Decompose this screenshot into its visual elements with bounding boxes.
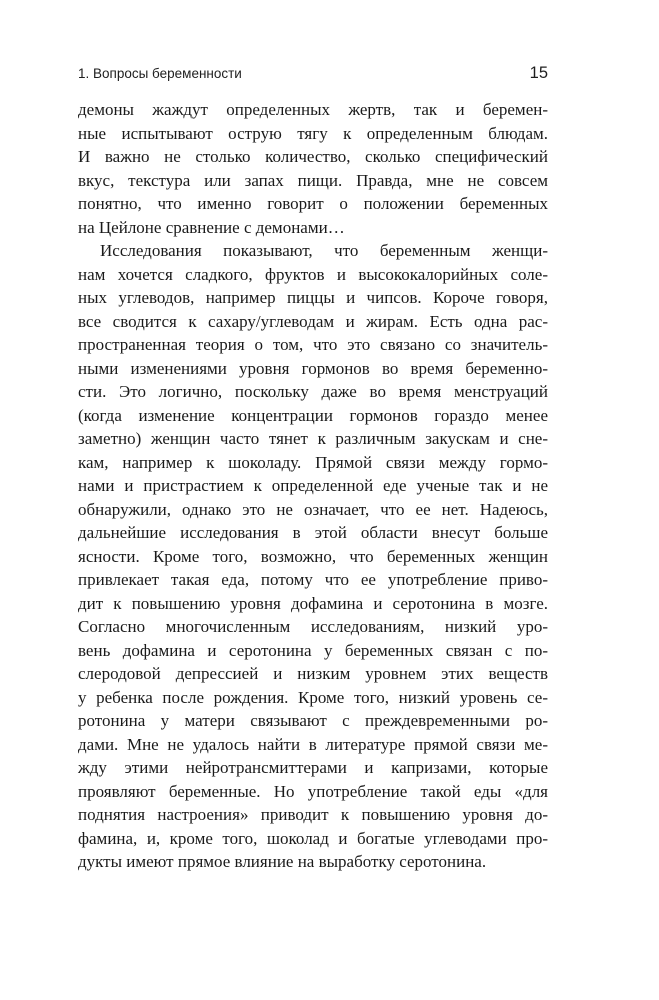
text-line: привлекает такая еда, потому что ее употребление приво- (78, 570, 548, 589)
text-line: обнаружили, однако это не означает, что ее нет. Надеюсь, (78, 499, 548, 519)
text-line: Согласно многочисленным исследованиям, низкий уро- (78, 617, 548, 636)
text-line: вень дофамина и серотонина у беременных связан с по- (78, 640, 548, 660)
text-line: ротонина у матери связывают с преждевременными ро- (78, 711, 548, 730)
text-line: Исследования показывают, что беременным женщи- (100, 241, 548, 260)
text-line: пространенная теория о том, что это связано со значитель- (78, 335, 548, 354)
text-line: ные испытывают острую тягу к определенным блюдам. (78, 123, 548, 143)
text-line: дит к повышению уровня дофамина и серотонина в мозге. (78, 593, 548, 613)
text-line: ясности. Кроме того, возможно, что беременных женщин (78, 546, 548, 566)
text-line: (когда изменение концентрации гормонов гораздо менее (78, 405, 548, 425)
paragraph (78, 239, 548, 874)
text-line: дальнейшие исследования в этой области внесут больше (78, 523, 548, 542)
text-line: демоны жаждут определенных жертв, так и беремен- (78, 100, 548, 119)
page-number: 15 (529, 64, 548, 82)
text-line: дами. Мне не удалось найти в литературе прямой связи ме- (78, 734, 548, 754)
text-line: на Цейлоне сравнение с демонами… (78, 217, 345, 237)
body-text (78, 98, 548, 874)
text-line: у ребенка после рождения. Кроме того, низкий уровень се- (78, 687, 548, 707)
text-line: вкус, текстура или запах пищи. Правда, мне не совсем (78, 170, 548, 190)
text-line: проявляют беременные. Но употребление такой еды «для (78, 781, 548, 801)
text-line: дукты имеют прямое влияние на выработку серотонина. (78, 852, 487, 871)
text-line: ными изменениями уровня гормонов во время беременно- (78, 358, 548, 378)
text-line: жду этими нейротрансмиттерами и капризами, которые (78, 758, 548, 777)
text-line: фамина, и, кроме того, шоколад и богатые углеводами про- (78, 828, 548, 848)
text-line: нам хочется сладкого, фруктов и высококалорийных соле- (78, 264, 548, 284)
paragraph (78, 98, 548, 239)
text-line: слеродовой депрессией и низким уровнем этих веществ (78, 664, 548, 683)
text-line: понятно, что именно говорит о положении беременных (78, 194, 548, 213)
text-line: И важно не столько количество, сколько специфический (78, 147, 548, 166)
text-line: ных углеводов, например пиццы и чипсов. Короче говоря, (78, 288, 548, 307)
text-line: кам, например к шоколаду. Прямой связи между гормо- (78, 452, 548, 472)
chapter-title: 1. Вопросы беременности (78, 66, 242, 81)
text-line: все сводится к сахару/углеводам и жирам. Есть одна рас- (78, 311, 548, 331)
text-line: заметно) женщин часто тянет к различным закускам и сне- (78, 429, 548, 448)
text-line: сти. Это логично, поскольку даже во время менструаций (78, 382, 548, 401)
running-header (78, 64, 548, 86)
text-line: нами и пристрастием к определенной еде ученые так и не (78, 476, 548, 495)
text-line: поднятия настроения» приводит к повышению уровня до- (78, 805, 548, 824)
